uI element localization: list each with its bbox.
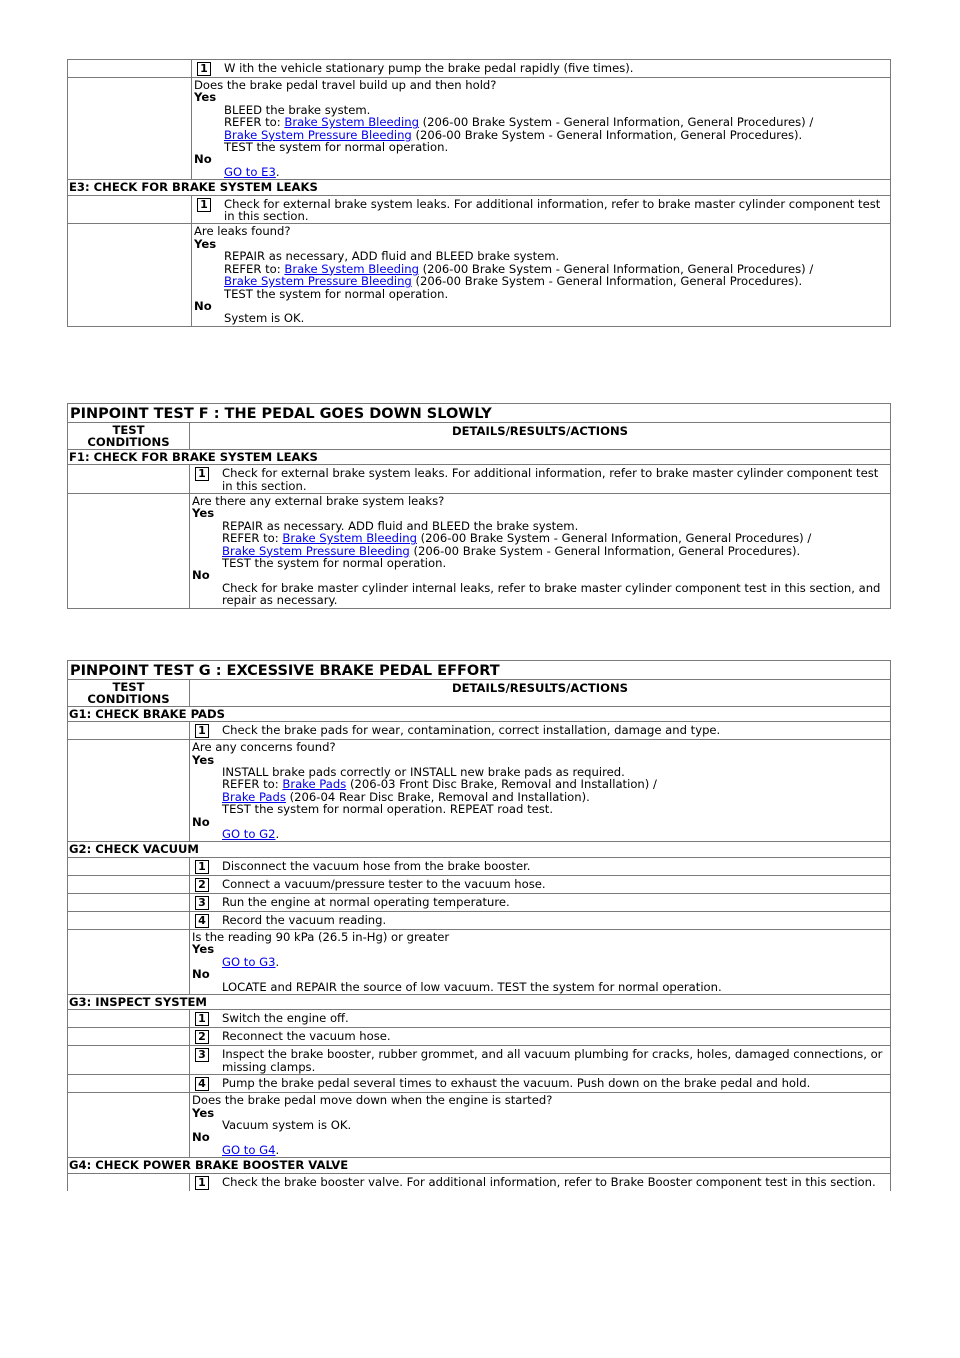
section-row [68, 841, 890, 856]
step-text: Check the brake pads for wear, contamination, correct installation, damage and type. [222, 723, 721, 738]
test-text: TEST the system for normal operation. [222, 556, 447, 571]
step-text: W ith the vehicle stationary pump the brake pedal rapidly (five times). [224, 61, 634, 75]
action-text: REPAIR as necessary. ADD fluid and BLEED the brake system. [222, 518, 579, 533]
result-row [68, 1092, 890, 1157]
step-row [68, 721, 890, 739]
link-tail: (206-04 Rear Disc Brake, Removal and Installation). [289, 789, 590, 804]
yes-label: Yes [194, 90, 217, 105]
period: . [275, 827, 280, 842]
no-label: No [192, 814, 210, 829]
header-row [68, 422, 890, 449]
no-result-text: System is OK. [224, 311, 305, 326]
goto-g4-link[interactable]: GO to G4 [222, 1142, 276, 1157]
brake-system-pressure-bleeding-link[interactable]: Brake System Pressure Bleeding [222, 543, 410, 558]
step-number: 3 [195, 896, 209, 910]
step-text: Pump the brake pedal several times to exhaust the vacuum. Push down on the brake pedal and hold. [222, 1076, 811, 1091]
result-row [68, 493, 890, 609]
brake-system-bleeding-link[interactable]: Brake System Bleeding [284, 115, 419, 130]
period: . [275, 164, 280, 179]
section-row [68, 179, 890, 194]
step-text: Switch the engine off. [222, 1011, 349, 1026]
goto-e3-link[interactable]: GO to E3 [224, 164, 276, 179]
refer-label: REFER to: [224, 115, 281, 130]
pinpoint-test-g-table [67, 660, 891, 1191]
step-number: 1 [195, 724, 209, 738]
test-text: TEST the system for normal operation. [224, 140, 449, 155]
step-row [68, 857, 890, 875]
header-row [68, 679, 890, 706]
link-tail: (206-00 Brake System - General Information, General Procedures). [415, 127, 803, 142]
step-number: 3 [195, 1048, 209, 1062]
test-g-title: PINPOINT TEST G : EXCESSIVE BRAKE PEDAL EFFORT [70, 663, 500, 679]
test-text: TEST the system for normal operation. [224, 286, 449, 301]
action-text: REPAIR as necessary, ADD fluid and BLEED brake system. [224, 249, 560, 264]
brake-system-bleeding-link[interactable]: Brake System Bleeding [282, 531, 417, 546]
question-text: Does the brake pedal move down when the engine is started? [192, 1093, 553, 1108]
no-label: No [194, 298, 212, 313]
test-f-title: PINPOINT TEST F : THE PEDAL GOES DOWN SLOWLY [70, 406, 492, 422]
step-row [68, 195, 890, 224]
step-number: 1 [195, 1176, 209, 1190]
result-row [68, 929, 890, 994]
step-text: Run the engine at normal operating temperature. [222, 894, 510, 909]
question-text: Are any concerns found? [192, 740, 336, 755]
refer-label: REFER to: [222, 777, 279, 792]
yes-label: Yes [192, 942, 215, 957]
action-text: INSTALL brake pads correctly or INSTALL new brake pads as required. [222, 765, 625, 780]
period: . [275, 954, 280, 969]
yes-label: Yes [194, 236, 217, 251]
link-tail: (206-00 Brake System - General Information, General Procedures). [413, 543, 801, 558]
step-number: 1 [197, 198, 211, 212]
rear-brake-pads-link[interactable]: Brake Pads [222, 789, 286, 804]
no-label: No [192, 1130, 210, 1145]
section-row [68, 994, 890, 1009]
no-label: No [194, 152, 212, 167]
step-text: Check the brake booster valve. For additional information, refer to Brake Booster component test in this section. [222, 1174, 876, 1189]
section-row [68, 706, 890, 721]
front-brake-pads-link[interactable]: Brake Pads [282, 777, 347, 792]
no-label: No [192, 967, 210, 982]
section-e3-heading: E3: CHECK FOR BRAKE SYSTEM LEAKS [69, 180, 318, 195]
table-e-continuation [67, 59, 891, 327]
question-text: Are there any external brake system leaks? [192, 494, 445, 509]
period: . [275, 1142, 280, 1157]
refer-label: REFER to: [222, 531, 279, 546]
result-row [68, 223, 890, 326]
step-number: 4 [195, 1077, 209, 1091]
question-text: Is the reading 90 kPa (26.5 in-Hg) or greater [192, 929, 450, 944]
section-g1-heading: G1: CHECK BRAKE PADS [69, 706, 225, 721]
yes-label: Yes [192, 1105, 215, 1120]
col-details-results-actions: DETAILS/RESULTS/ACTIONS [452, 424, 628, 438]
col-details-results-actions: DETAILS/RESULTS/ACTIONS [452, 681, 628, 695]
step-row [68, 59, 890, 77]
section-row [68, 1157, 890, 1172]
step-row [68, 911, 890, 929]
section-row [68, 449, 890, 464]
brake-system-bleeding-link[interactable]: Brake System Bleeding [284, 261, 419, 276]
section-g2-heading: G2: CHECK VACUUM [69, 842, 199, 857]
step-number: 1 [195, 860, 209, 874]
yes-result-text: Vacuum system is OK. [222, 1117, 352, 1132]
link-tail: (206-00 Brake System - General Information, General Procedures). [415, 274, 803, 289]
step-row [68, 875, 890, 893]
step-row [68, 464, 890, 493]
action-text: BLEED the brake system. [224, 102, 371, 117]
section-f1-heading: F1: CHECK FOR BRAKE SYSTEM LEAKS [69, 449, 318, 464]
step-number: 4 [195, 914, 209, 928]
link-tail: (206-00 Brake System - General Information, General Procedures) / [420, 531, 812, 546]
question-text: Are leaks found? [194, 224, 291, 239]
step-row [68, 893, 890, 911]
col-test-conditions: TEST CONDITIONS [68, 423, 190, 449]
brake-system-pressure-bleeding-link[interactable]: Brake System Pressure Bleeding [224, 274, 412, 289]
link-tail: (206-03 Front Disc Brake, Removal and Installation) / [349, 777, 657, 792]
yes-label: Yes [192, 506, 215, 521]
test-text: TEST the system for normal operation. REPEAT road test. [222, 802, 554, 817]
step-text: Record the vacuum reading. [222, 912, 387, 927]
step-text: Inspect the brake booster, rubber grommet, and all vacuum plumbing for cracks, holes, damaged connections, or missing clamps. [222, 1047, 883, 1074]
step-number: 2 [195, 878, 209, 892]
step-row [68, 1173, 890, 1191]
link-tail: (206-00 Brake System - General Information, General Procedures) / [422, 261, 814, 276]
step-text: Connect a vacuum/pressure tester to the vacuum hose. [222, 876, 546, 891]
step-row [68, 1009, 890, 1027]
no-label: No [192, 568, 210, 583]
link-tail: (206-00 Brake System - General Information, General Procedures) / [422, 115, 814, 130]
brake-system-pressure-bleeding-link[interactable]: Brake System Pressure Bleeding [224, 127, 412, 142]
step-number: 2 [195, 1030, 209, 1044]
section-g3-heading: G3: INSPECT SYSTEM [69, 994, 207, 1009]
result-row [68, 77, 890, 179]
no-result-text: Check for brake master cylinder internal leaks, refer to brake master cylinder component test in this section, and repair as necessary. [222, 580, 881, 608]
step-row [68, 1045, 890, 1074]
step-text: Check for external brake system leaks. For additional information, refer to brake master cylinder component test in this section. [222, 466, 879, 493]
step-number: 1 [197, 62, 211, 76]
result-row [68, 739, 890, 841]
step-text: Disconnect the vacuum hose from the brake booster. [222, 858, 531, 873]
step-text: Reconnect the vacuum hose. [222, 1029, 391, 1044]
step-row [68, 1074, 890, 1092]
section-g4-heading: G4: CHECK POWER BRAKE BOOSTER VALVE [69, 1158, 349, 1173]
col-test-conditions: TEST CONDITIONS [68, 680, 190, 706]
step-text: Check for external brake system leaks. For additional information, refer to brake master cylinder component test in this section. [224, 196, 881, 224]
no-result-text: LOCATE and REPAIR the source of low vacuum. TEST the system for normal operation. [222, 979, 722, 994]
goto-g3-link[interactable]: GO to G3 [222, 954, 276, 969]
step-number: 1 [195, 467, 209, 481]
goto-g2-link[interactable]: GO to G2 [222, 827, 276, 842]
question-text: Does the brake pedal travel build up and then hold? [194, 78, 497, 92]
title-row [68, 403, 890, 422]
step-row [68, 1027, 890, 1045]
title-row [68, 660, 890, 679]
step-number: 1 [195, 1012, 209, 1026]
yes-label: Yes [192, 752, 215, 767]
pinpoint-test-f-table [67, 403, 891, 609]
refer-label: REFER to: [224, 261, 281, 276]
